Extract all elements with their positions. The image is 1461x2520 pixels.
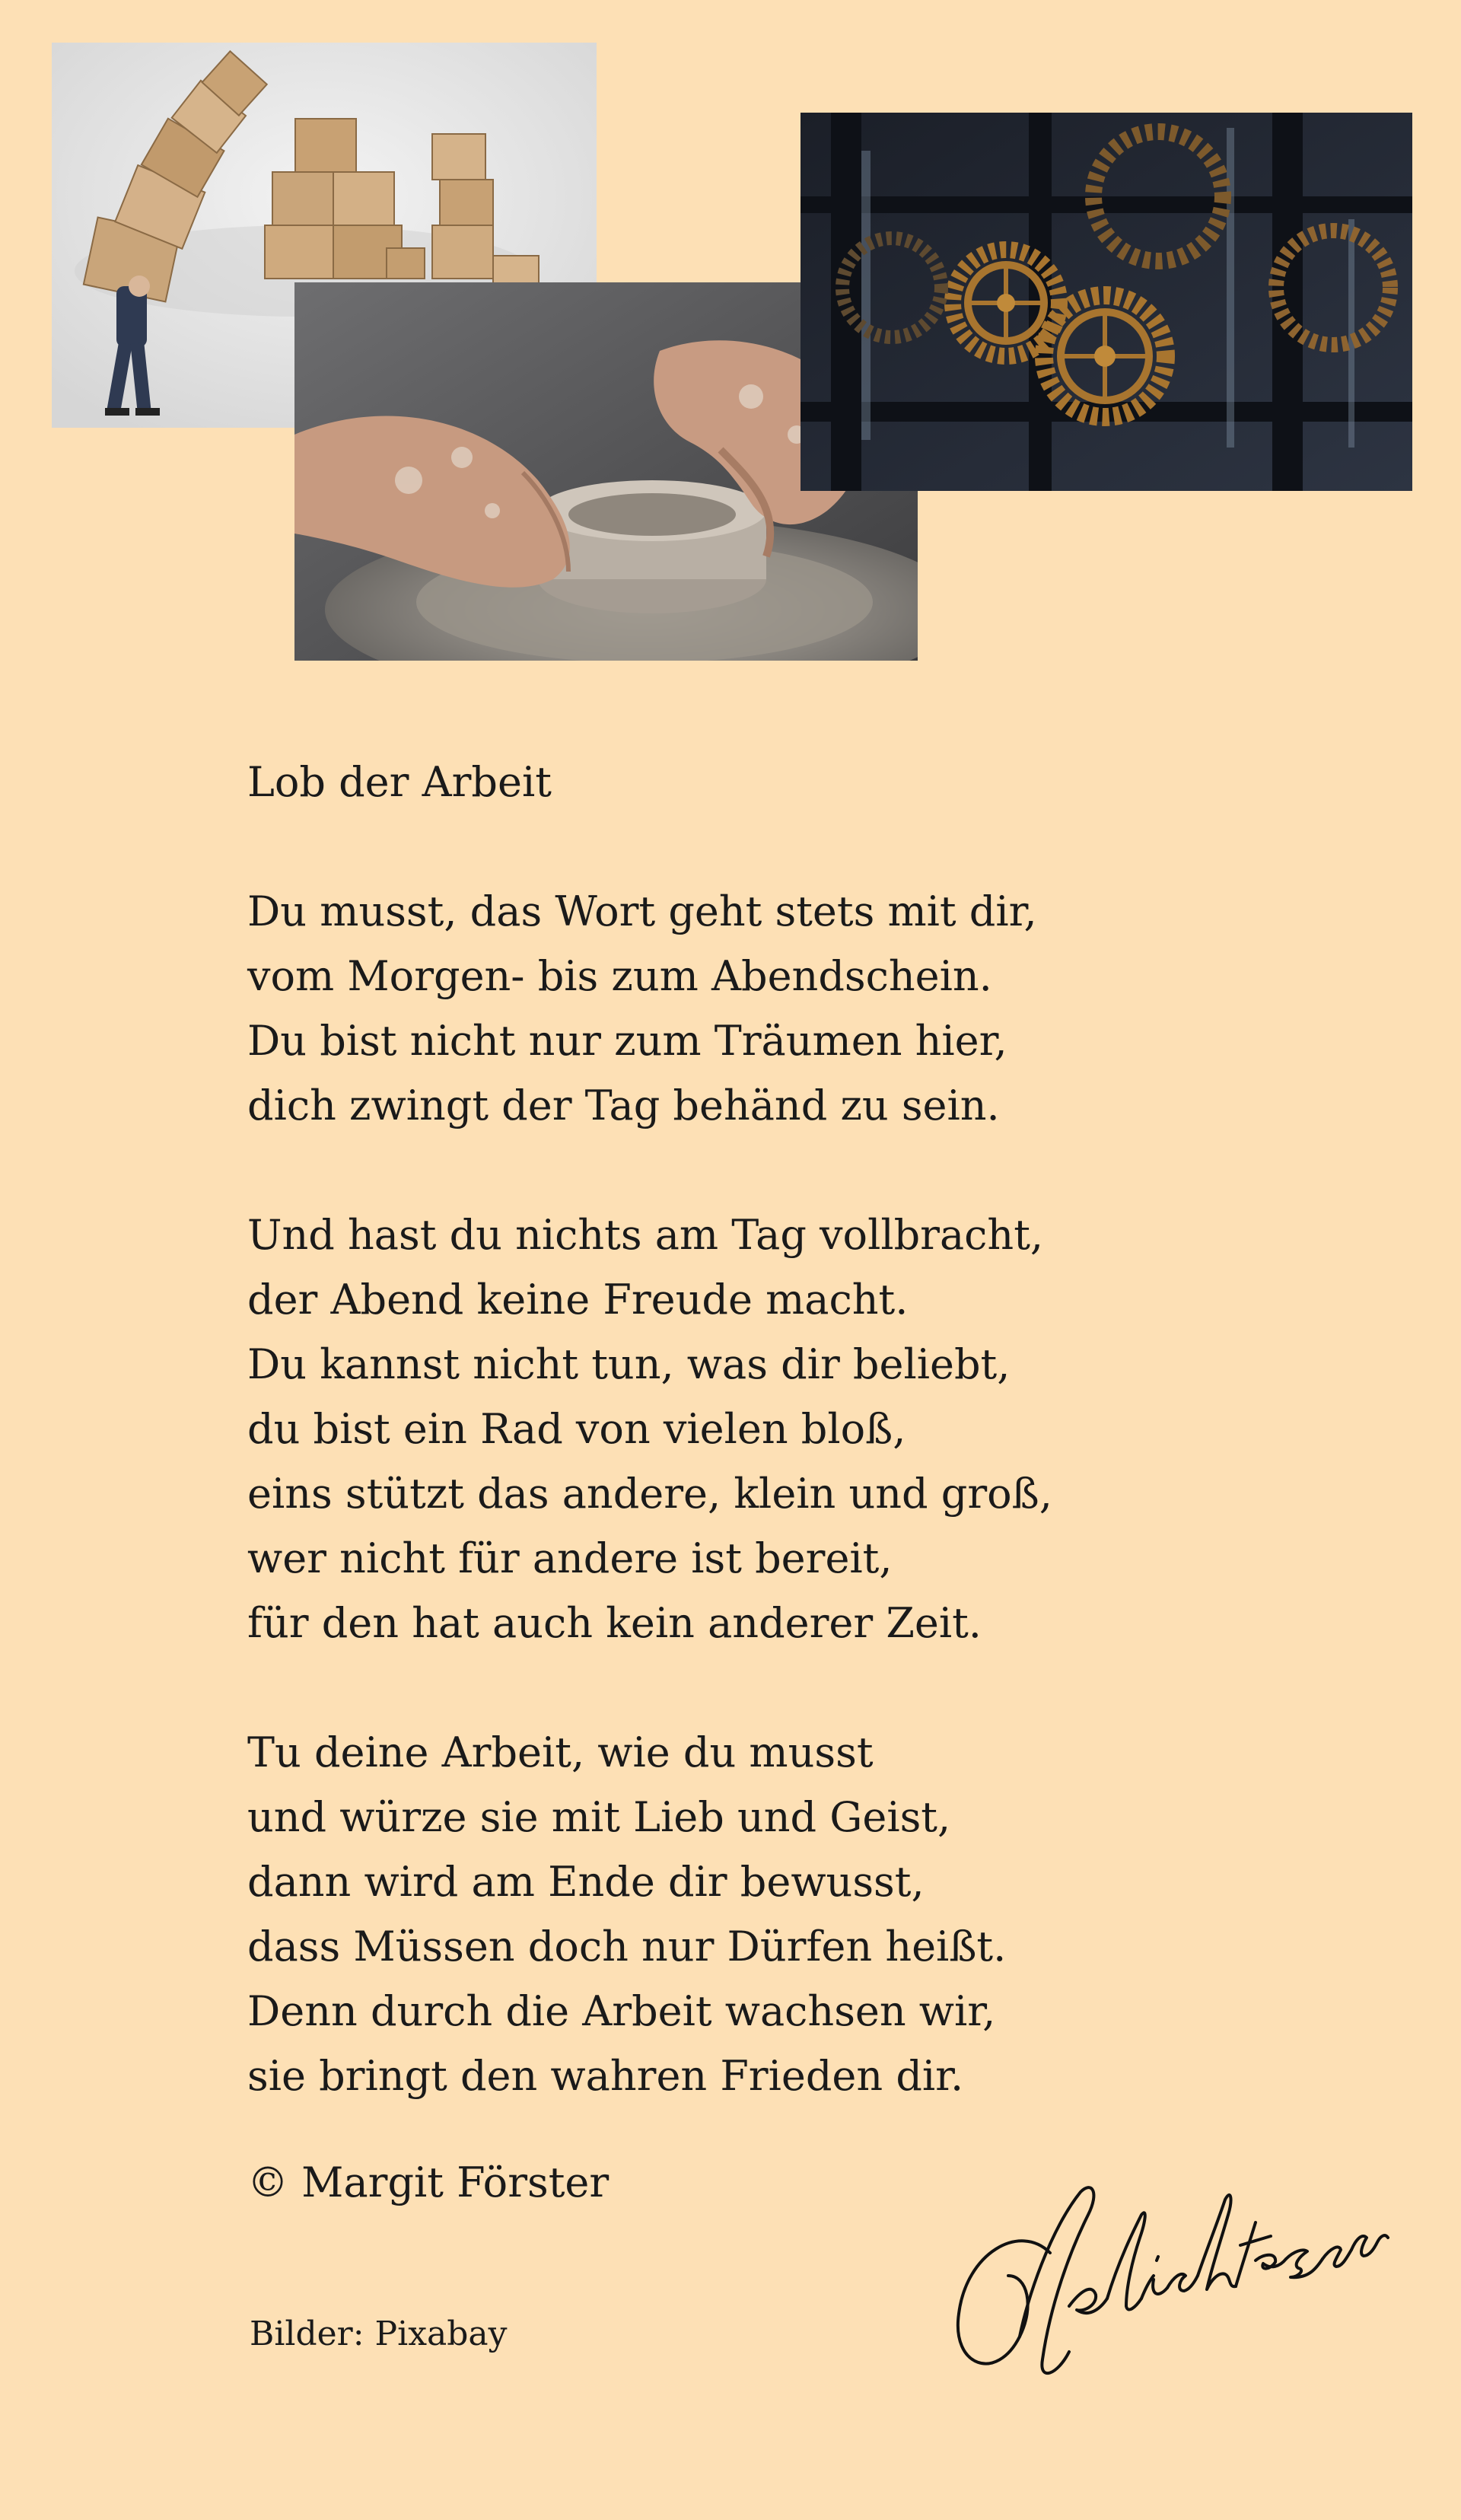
- poem-line: Tu deine Arbeit, wie du musst: [247, 1728, 874, 1776]
- stanza-3: [247, 1720, 1313, 2108]
- poem-line: und würze sie mit Lieb und Geist,: [247, 1793, 951, 1841]
- poem-line: Du bist nicht nur zum Träumen hier,: [247, 1017, 1007, 1065]
- poem-line: dich zwingt der Tag behänd zu sein.: [247, 1082, 1000, 1129]
- poem-line: der Abend keine Freude macht.: [247, 1276, 909, 1324]
- copyright-notice: © Margit Förster: [247, 2158, 610, 2206]
- image-credits: Bilder: Pixabay: [250, 2315, 508, 2353]
- poem-line: dann wird am Ende dir bewusst,: [247, 1858, 925, 1906]
- poem-line: dass Müssen doch nur Dürfen heißt.: [247, 1923, 1007, 1970]
- stanza-2: [247, 1203, 1313, 1655]
- poem: [247, 750, 1313, 2108]
- gedichtezauber-signature-logo: [936, 2108, 1393, 2397]
- poem-line: Du kannst nicht tun, was dir beliebt,: [247, 1340, 1011, 1388]
- poem-line: Denn durch die Arbeit wachsen wir,: [247, 1987, 996, 2035]
- stanza-1: [247, 879, 1313, 1138]
- poem-line: eins stützt das andere, klein und groß,: [247, 1470, 1052, 1518]
- gears-photo: [801, 113, 1412, 491]
- poem-line: vom Morgen- bis zum Abendschein.: [247, 952, 992, 1000]
- poem-line: wer nicht für andere ist bereit,: [247, 1534, 893, 1582]
- poem-line: sie bringt den wahren Frieden dir.: [247, 2052, 964, 2100]
- poem-line: Du musst, das Wort geht stets mit dir,: [247, 887, 1037, 935]
- poem-line: Und hast du nichts am Tag vollbracht,: [247, 1211, 1044, 1259]
- poem-title: Lob der Arbeit: [247, 758, 552, 806]
- poem-line: du bist ein Rad von vielen bloß,: [247, 1405, 906, 1453]
- poem-line: für den hat auch kein anderer Zeit.: [247, 1599, 982, 1647]
